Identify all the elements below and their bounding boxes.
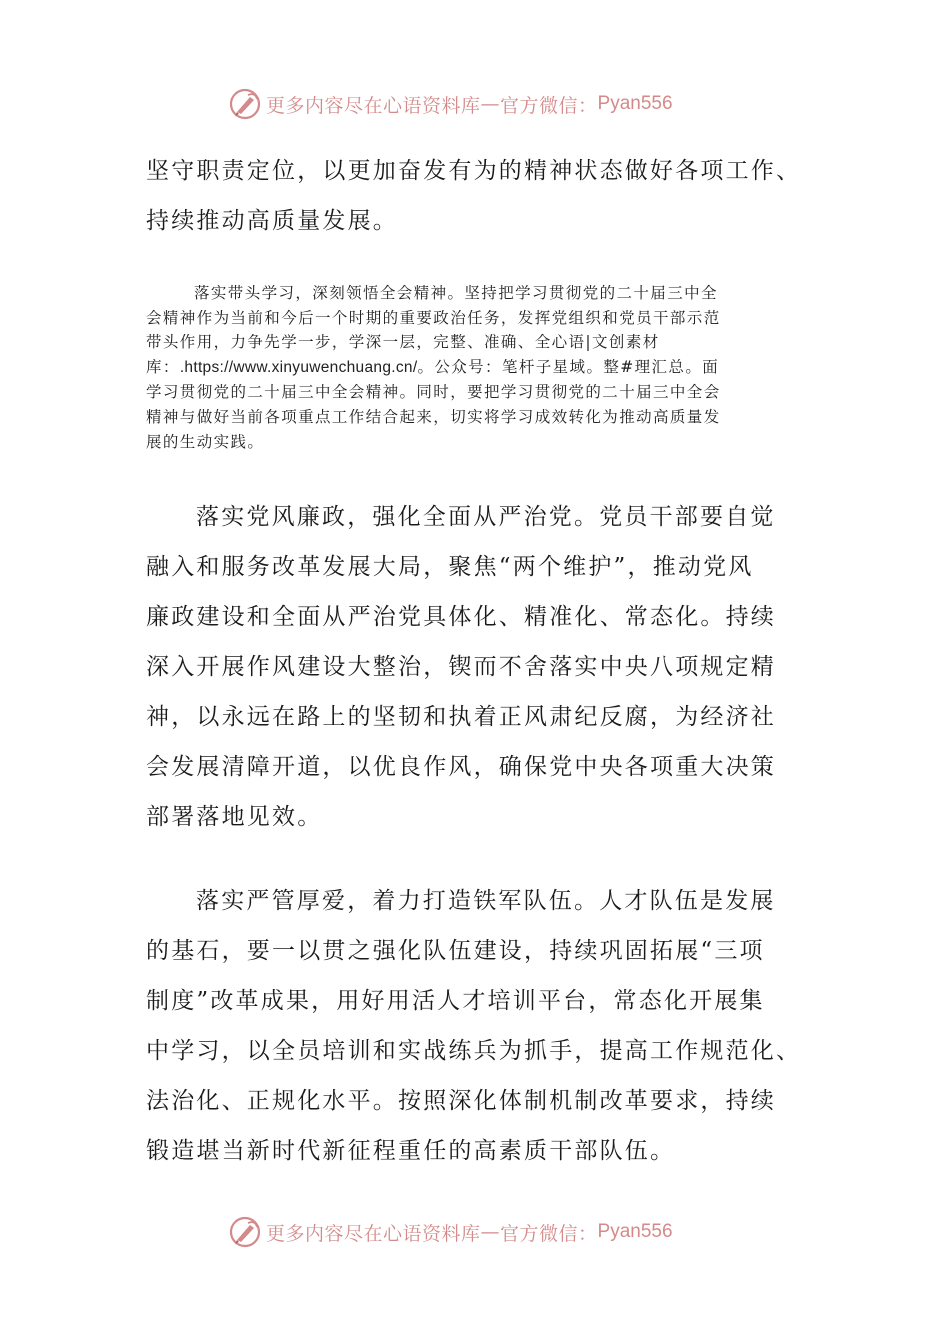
text-line: 廉政建设和全面从严治党具体化、精准化、常态化。持续: [146, 604, 776, 630]
text-line: 锻造堪当新时代新征程重任的高素质干部队伍。: [146, 1138, 676, 1164]
watermark-banner-bottom: [228, 1212, 748, 1252]
text-line: 带头作用，力争先学一步，学深一层，完整、准确、全心语|文创素材: [146, 333, 660, 352]
paragraph-party-conduct: [146, 492, 806, 842]
watermark-wechat-label: 官方微信：: [500, 1222, 598, 1245]
watermark-banner-top: [228, 84, 748, 124]
text-line: 深入开展作风建设大整治，锲而不舍落实中央八项规定精: [146, 654, 776, 680]
paragraph-study: [146, 281, 806, 454]
text-line: 学习贯彻党的二十届三中全会精神。同时，要把学习贯彻党的二十届三中全会: [146, 383, 721, 402]
text-line: 落实严管厚爱，着力打造铁军队伍。人才队伍是发展: [196, 888, 776, 914]
text-line: 库：: [146, 357, 180, 376]
text-line: 落实带头学习，深刻领悟全会精神。坚持把学习贯彻党的二十届三中全: [194, 284, 718, 302]
watermark-separator: —: [480, 1221, 501, 1243]
text-line: 精神与做好当前各项重点工作结合起来，切实将学习成效转化为推动高质量发: [146, 407, 721, 426]
text-line: 落实党风廉政，强化全面从严治党。党员干部要自觉: [196, 504, 776, 530]
watermark-wechat-id: Pyan556: [597, 93, 673, 114]
text-line: 融入和服务改革发展大局，聚焦“两个维护”，推动党风: [146, 554, 754, 580]
text-line: 。公众号：笔杆子星域。整#理汇总。面: [417, 357, 720, 376]
paragraph-continuation: [146, 146, 806, 246]
text-line: 神，以永远在路上的坚韧和执着正风肃纪反腐，为经济社: [146, 704, 776, 730]
text-line: 中学习，以全员培训和实战练兵为抓手，提高工作规范化、: [146, 1038, 802, 1064]
watermark-brand-text: 更多内容尽在心语资料库: [266, 1222, 481, 1245]
watermark-wechat-id: Pyan556: [597, 1221, 673, 1242]
text-line: 的基石，要一以贯之强化队伍建设，持续巩固拓展“三项: [146, 938, 765, 964]
watermark-separator: —: [480, 93, 501, 115]
text-line: 法治化、正规化水平。按照深化体制机制改革要求，持续: [146, 1088, 776, 1114]
text-line: 展的生动实践。: [146, 432, 265, 451]
text-line: 部署落地见效。: [146, 804, 323, 830]
text-line: 会发展清障开道，以优良作风，确保党中央各项重大决策: [146, 754, 776, 780]
text-line: 持续推动高质量发展。: [146, 208, 398, 234]
pen-logo-icon: [228, 87, 262, 121]
website-url: .https://www.xinyuwenchuang.cn/: [179, 358, 418, 376]
text-line: 制度”改革成果，用好用活人才培训平台，常态化开展集: [146, 988, 765, 1014]
text-line: 坚守职责定位，以更加奋发有为的精神状态做好各项工作、: [146, 158, 802, 184]
watermark-brand-text: 更多内容尽在心语资料库: [266, 94, 481, 117]
text-line: 会精神作为当前和今后一个时期的重要政治任务，发挥党组织和党员干部示范: [146, 308, 721, 327]
watermark-wechat-label: 官方微信：: [500, 94, 598, 117]
pen-logo-icon: [228, 1215, 262, 1249]
paragraph-team-building: [146, 876, 806, 1176]
